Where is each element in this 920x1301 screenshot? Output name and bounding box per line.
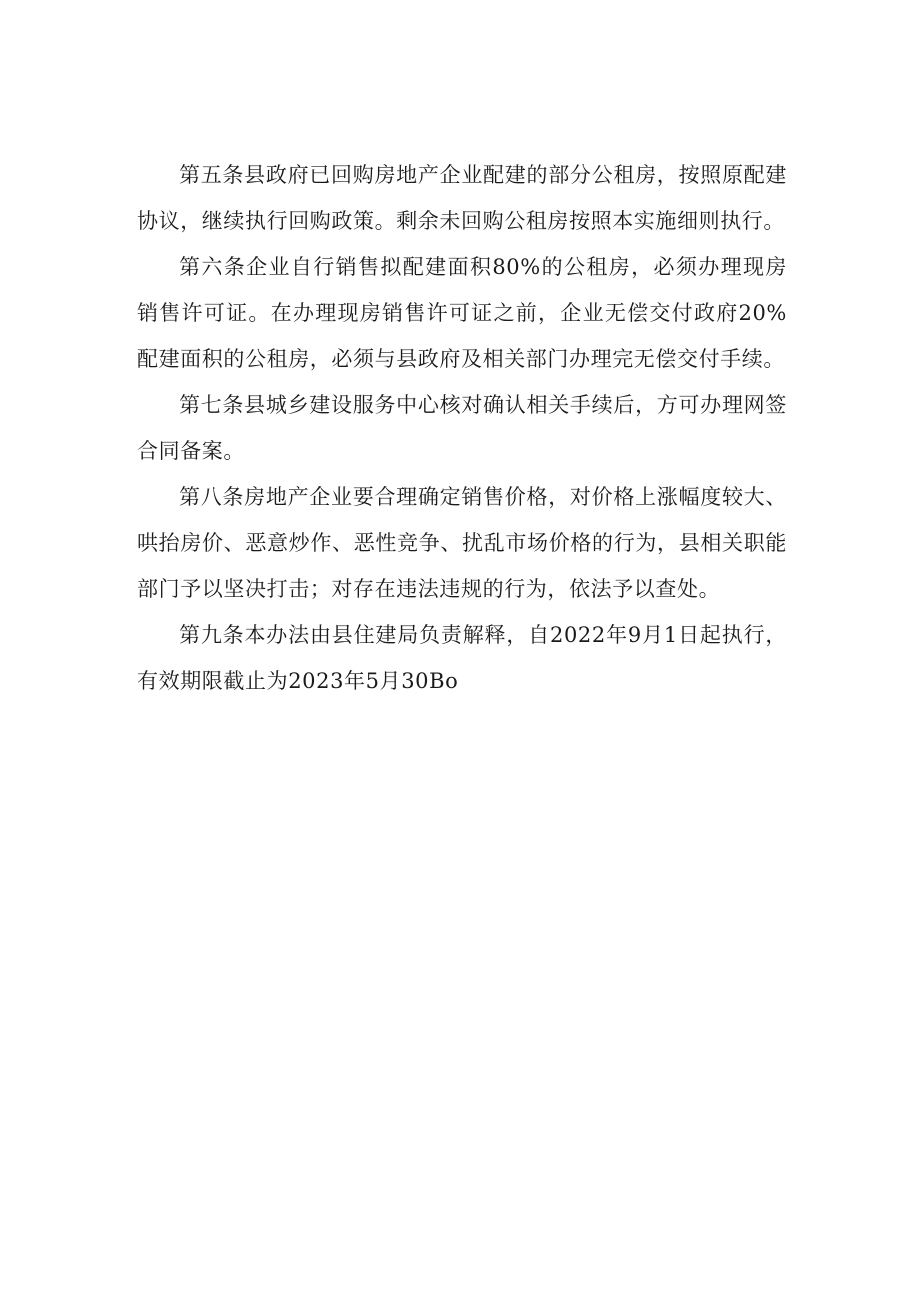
article-8-paragraph: 第八条房地产企业要合理确定销售价格，对价格上涨幅度较大、哄抬房价、恶意炒作、恶性竞争、扰乱市场价格的行为，县相关职能部门予以坚决打击；对存在违法违规的行为，依法予以查处。 <box>137 485 787 601</box>
document-body <box>137 152 787 704</box>
article-5-paragraph: 第五条县政府已回购房地产企业配建的部分公租房，按照原配建协议，继续执行回购政策。剩余未回购公租房按照本实施细则执行。 <box>137 163 787 233</box>
article-9-paragraph: 第九条本办法由县住建局负责解释，自2022年9月1日起执行，有效期限截止为2023年5月30Bo <box>137 623 787 693</box>
article-6-paragraph: 第六条企业自行销售拟配建面积80%的公租房，必须办理现房销售许可证。在办理现房销售许可证之前，企业无偿交付政府20%配建面积的公租房，必须与县政府及相关部门办理完无偿交付手续。 <box>137 255 787 371</box>
article-7-paragraph: 第七条县城乡建设服务中心核对确认相关手续后，方可办理网签合同备案。 <box>137 393 787 463</box>
